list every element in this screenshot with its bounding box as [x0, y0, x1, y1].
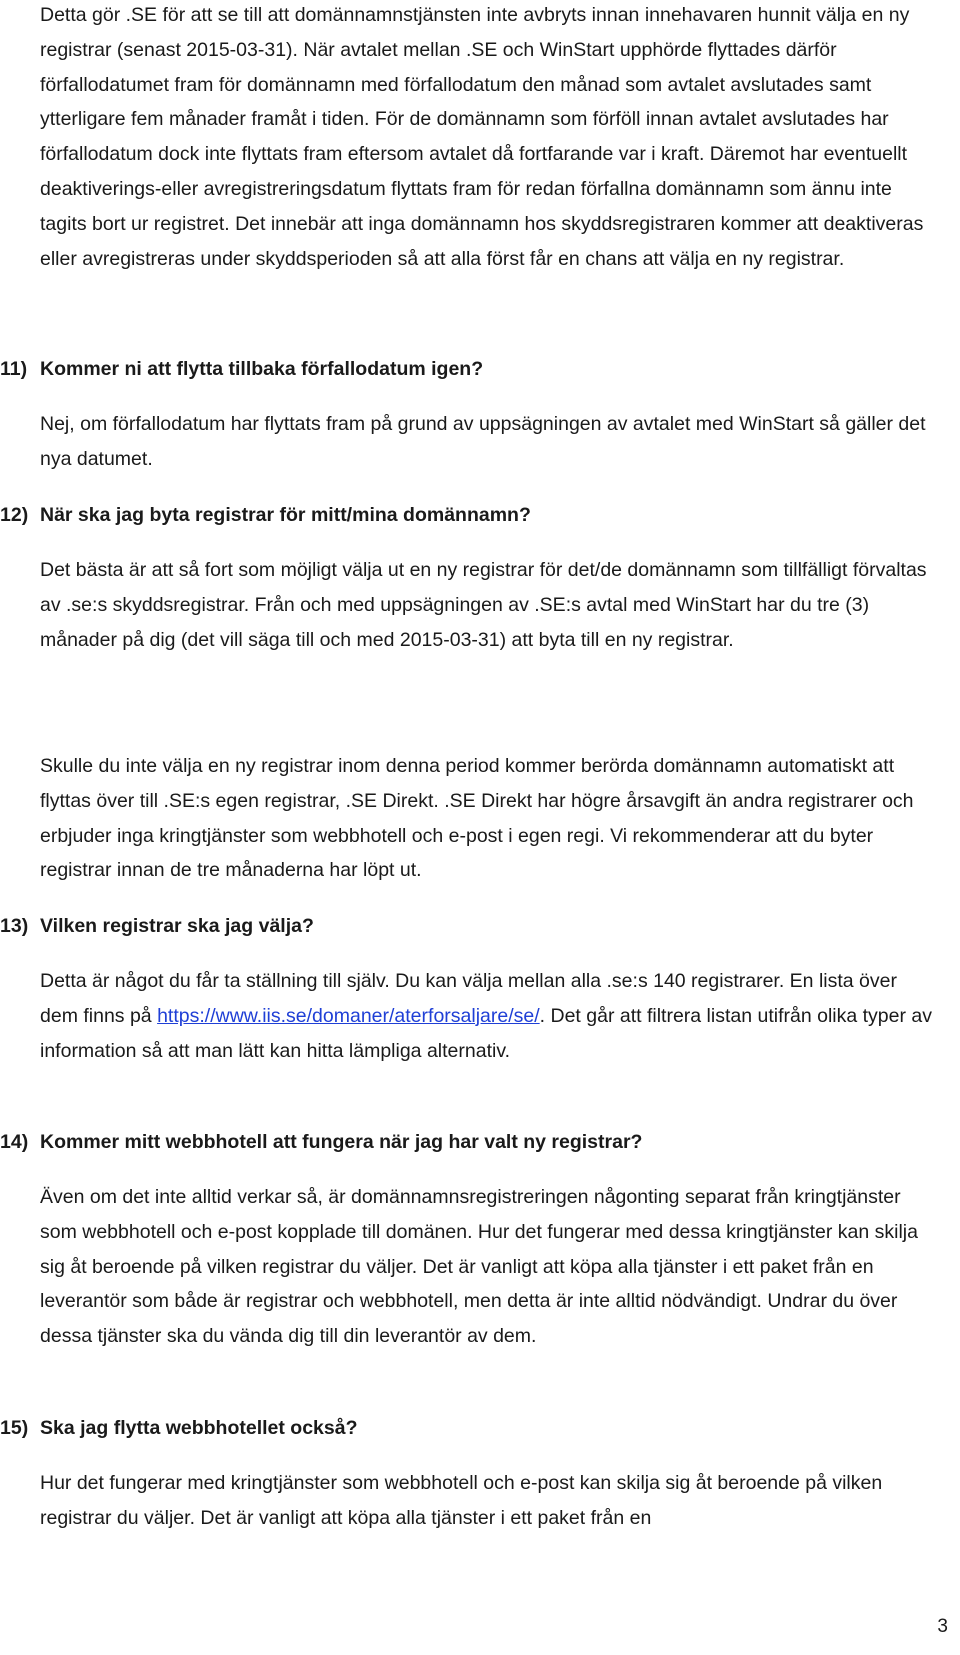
question-15-heading	[0, 1411, 940, 1445]
intro-paragraph: Detta gör .SE för att se till att domännamnstjänsten inte avbryts innan innehavaren hunnit välja en ny registrar (senast 2015-03-31). När avtalet mellan .SE och WinStart upphörde flyttades därför förfallodatumet fram för domännamn med förfallodatum den månad som avtalet avslutades samt ytterligare fem månader framåt i tiden. För de domännamn som förföll innan avtalet avslutades har förfallodatum dock inte flyttats fram eftersom avtalet då fortfarande var i kraft. Däremot har eventuellt deaktiverings-eller avregistreringsdatum flyttats fram för redan förfallna domännamn som ännu inte tagits bort ur registret. Det innebär att inga domännamn hos skyddsregistraren kommer att deaktiveras eller avregistreras under skyddsperioden så att alla först får en chans att välja en ny registrar.	[40, 4, 924, 270]
question-13-heading	[0, 909, 940, 943]
question-15-answer: Hur det fungerar med kringtjänster som webbhotell och e-post kan skilja sig åt beroende på vilken registrar du väljer. Det är vanligt att köpa alla tjänster i ett paket från en	[40, 1472, 883, 1529]
page-number: 3	[937, 1616, 948, 1637]
question-14-heading	[0, 1125, 940, 1159]
question-12-answer-1: Det bästa är att så fort som möjligt välja ut en ny registrar för det/de domännamn som tillfälligt förvaltas av .se:s skyddsregistrar. Från och med uppsägningen av .SE:s avtal med WinStart har du tre (3) månader på dig (det vill säga till och med 2015-03-31) att byta till en ny registrar.	[40, 559, 927, 651]
question-14-answer: Även om det inte alltid verkar så, är domännamnsregistreringen någonting separat från kringtjänster som webbhotell och e-post kopplade till domänen. Hur det fungerar med dessa kringtjänster kan skilja sig åt beroende på vilken registrar du väljer. Det är vanligt att köpa alla tjänster i ett paket från en leverantör som både är registrar och webbhotell, men detta är inte alltid nödvändigt. Undrar du över dessa tjänster ska du vända dig till din leverantör av dem.	[40, 1186, 918, 1348]
question-14-text: Kommer mitt webbhotell att fungera när jag har valt ny registrar?	[40, 1131, 643, 1153]
question-15-number: 15)	[0, 1417, 29, 1439]
question-13-answer	[40, 964, 940, 1068]
question-11-answer: Nej, om förfallodatum har flyttats fram på grund av uppsägningen av avtalet med WinStart så gäller det nya datumet.	[40, 413, 926, 470]
question-11-number: 11)	[0, 358, 28, 380]
question-13-answer-start: Detta är något du får ta ställning till själv. Du kan välja mellan alla .se:s 140 registrarer. En lista över dem finns på	[40, 970, 897, 1027]
question-12-text: När ska jag byta registrar för mitt/mina domännamn?	[40, 504, 531, 526]
question-14-number: 14)	[0, 1131, 29, 1153]
question-11-heading	[0, 352, 940, 386]
question-13-text: Vilken registrar ska jag välja?	[40, 915, 314, 937]
question-15-text: Ska jag flytta webbhotellet också?	[40, 1417, 358, 1439]
question-11-text: Kommer ni att flytta tillbaka förfallodatum igen?	[40, 358, 484, 380]
question-12-number: 12)	[0, 504, 29, 526]
registrar-list-link[interactable]: https://www.iis.se/domaner/aterforsaljare/se/	[157, 1004, 540, 1027]
question-13-answer-end: . Det går att filtrera listan utifrån olika typer av information så att man lätt kan hitta lämpliga alternativ.	[40, 1004, 932, 1062]
question-12-answer-2: Skulle du inte välja en ny registrar inom denna period kommer berörda domännamn automatiskt att flyttas över till .SE:s egen registrar, .SE Direkt. .SE Direkt har högre årsavgift än andra registrarer och erbjuder inga kringtjänster som webbhotell och e-post i egen regi. Vi rekommenderar att du byter registrar innan de tre månaderna har löpt ut.	[40, 755, 914, 882]
question-13-number: 13)	[0, 915, 29, 937]
question-12-heading	[0, 498, 940, 532]
